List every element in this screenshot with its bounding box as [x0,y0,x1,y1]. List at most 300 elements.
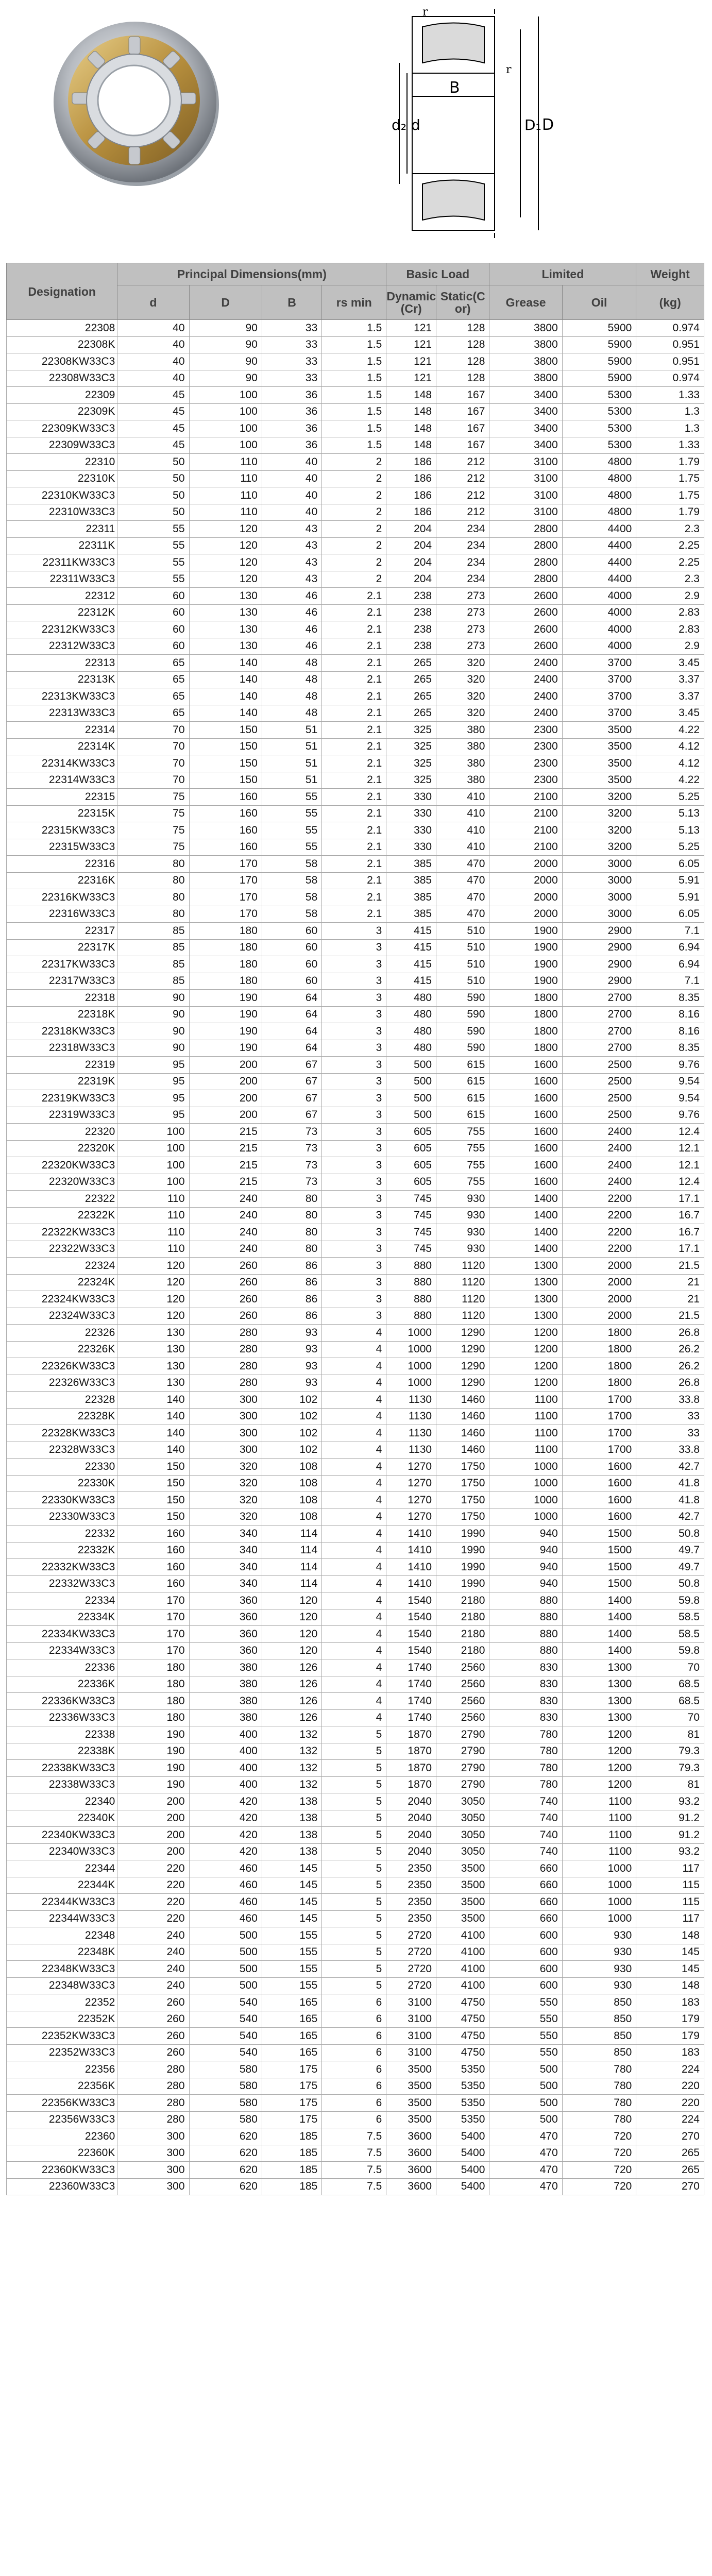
cell-designation: 22330K [7,1475,117,1492]
header-illustrations [0,0,712,258]
cell-rs-min: 5 [322,1793,386,1810]
cell-oil: 1100 [562,1810,636,1827]
table-row [7,1910,704,1927]
cell-static: 510 [436,973,489,990]
cell-grease: 1600 [489,1174,562,1191]
cell-grease: 1600 [489,1157,562,1174]
cell-weight: 4.22 [636,772,704,789]
cell-static: 1290 [436,1375,489,1392]
cell-rs-min: 1.5 [322,387,386,404]
cell-oil: 4800 [562,487,636,504]
cell-B: 46 [262,588,321,605]
cell-D: 180 [189,973,262,990]
cell-oil: 2000 [562,1308,636,1325]
cell-rs-min: 5 [322,1827,386,1844]
cell-D: 400 [189,1726,262,1743]
cell-D: 190 [189,1006,262,1023]
cell-weight: 50.8 [636,1575,704,1592]
cell-oil: 5300 [562,437,636,454]
table-row [7,336,704,353]
cell-grease: 1100 [489,1392,562,1409]
cell-designation: 22319W33C3 [7,1107,117,1124]
cell-D: 320 [189,1492,262,1509]
cell-D: 140 [189,705,262,722]
cell-B: 120 [262,1626,321,1643]
cell-grease: 780 [489,1776,562,1793]
cell-dynamic: 1130 [386,1442,436,1459]
cell-weight: 145 [636,1944,704,1961]
cell-dynamic: 1740 [386,1693,436,1710]
cell-d: 170 [117,1592,189,1609]
cell-weight: 26.2 [636,1341,704,1358]
cell-d: 300 [117,2128,189,2145]
cell-d: 100 [117,1157,189,1174]
cell-rs-min: 7.5 [322,2145,386,2162]
cell-dynamic: 480 [386,990,436,1007]
cell-grease: 1000 [489,1492,562,1509]
table-row [7,1776,704,1793]
cell-rs-min: 4 [322,1392,386,1409]
cell-D: 540 [189,2011,262,2028]
cell-B: 114 [262,1575,321,1592]
cell-rs-min: 2.1 [322,789,386,806]
cell-dynamic: 2720 [386,1977,436,1994]
cell-static: 1290 [436,1358,489,1375]
cell-dynamic: 480 [386,1006,436,1023]
cell-oil: 2700 [562,1006,636,1023]
cell-d: 55 [117,571,189,588]
cell-weight: 33 [636,1408,704,1425]
cell-weight: 49.7 [636,1542,704,1559]
table-row [7,403,704,420]
table-row [7,1927,704,1944]
cell-static: 2560 [436,1693,489,1710]
cell-oil: 4000 [562,604,636,621]
cell-d: 150 [117,1509,189,1526]
cell-d: 140 [117,1425,189,1442]
table-row [7,1944,704,1961]
cell-oil: 2500 [562,1057,636,1074]
cell-d: 200 [117,1843,189,1860]
cell-dynamic: 1410 [386,1575,436,1592]
cell-rs-min: 4 [322,1341,386,1358]
cell-dynamic: 880 [386,1274,436,1291]
cell-dynamic: 238 [386,588,436,605]
cell-D: 100 [189,437,262,454]
cell-weight: 6.94 [636,939,704,956]
cell-dynamic: 1000 [386,1375,436,1392]
cell-grease: 740 [489,1827,562,1844]
cell-designation: 22328W33C3 [7,1442,117,1459]
cell-grease: 550 [489,2011,562,2028]
cell-designation: 22332K [7,1542,117,1559]
cell-B: 60 [262,939,321,956]
cell-d: 95 [117,1107,189,1124]
cell-d: 45 [117,403,189,420]
cell-oil: 2900 [562,973,636,990]
cell-B: 55 [262,805,321,822]
cell-static: 128 [436,370,489,387]
cell-rs-min: 1.5 [322,370,386,387]
cell-d: 150 [117,1475,189,1492]
cell-d: 140 [117,1442,189,1459]
cell-designation: 22315W33C3 [7,839,117,856]
cell-B: 155 [262,1944,321,1961]
cell-dynamic: 265 [386,705,436,722]
cell-static: 234 [436,521,489,538]
cell-static: 410 [436,789,489,806]
cell-weight: 79.3 [636,1743,704,1760]
cell-rs-min: 5 [322,1877,386,1894]
cell-B: 64 [262,990,321,1007]
cell-d: 100 [117,1124,189,1141]
cell-designation: 22312 [7,588,117,605]
cell-D: 130 [189,604,262,621]
cell-dynamic: 121 [386,320,436,337]
cell-oil: 930 [562,1977,636,1994]
cell-static: 1460 [436,1442,489,1459]
table-row [7,1274,704,1291]
table-row [7,655,704,672]
cell-oil: 720 [562,2178,636,2195]
cell-weight: 2.25 [636,554,704,571]
cell-rs-min: 2.1 [322,906,386,923]
cell-rs-min: 5 [322,1894,386,1911]
cell-weight: 16.7 [636,1224,704,1241]
cell-designation: 22324W33C3 [7,1308,117,1325]
cell-B: 67 [262,1073,321,1090]
table-row [7,353,704,370]
cell-oil: 3200 [562,805,636,822]
cell-static: 2790 [436,1776,489,1793]
cell-dynamic: 1410 [386,1526,436,1543]
cell-B: 132 [262,1776,321,1793]
table-row [7,638,704,655]
cell-B: 33 [262,320,321,337]
cell-rs-min: 3 [322,1090,386,1107]
table-row [7,571,704,588]
cell-weight: 148 [636,1927,704,1944]
table-row [7,822,704,839]
cell-B: 155 [262,1961,321,1978]
drawing-label-r-top: r [422,6,428,19]
header-kg: (kg) [636,285,704,320]
cell-static: 380 [436,772,489,789]
cell-static: 212 [436,487,489,504]
cell-rs-min: 6 [322,1994,386,2011]
header-d: d [117,285,189,320]
cell-B: 46 [262,621,321,638]
cell-oil: 780 [562,2078,636,2095]
cell-D: 280 [189,1375,262,1392]
cell-grease: 1800 [489,1023,562,1040]
cell-oil: 1600 [562,1475,636,1492]
cell-weight: 2.3 [636,521,704,538]
cell-weight: 6.05 [636,856,704,873]
table-row [7,1994,704,2011]
cell-d: 190 [117,1776,189,1793]
cell-oil: 4400 [562,571,636,588]
cell-designation: 22338 [7,1726,117,1743]
cell-grease: 1400 [489,1241,562,1258]
cell-designation: 22348 [7,1927,117,1944]
cell-rs-min: 1.5 [322,336,386,353]
cell-dynamic: 3600 [386,2128,436,2145]
cell-dynamic: 238 [386,604,436,621]
drawing-label-d: d [411,116,420,133]
cell-rs-min: 5 [322,1927,386,1944]
bearing-cross-section-drawing [392,6,582,241]
cell-dynamic: 605 [386,1124,436,1141]
table-row [7,1040,704,1057]
cell-designation: 22310 [7,454,117,471]
cell-rs-min: 2.1 [322,588,386,605]
cell-grease: 600 [489,1961,562,1978]
cell-d: 170 [117,1609,189,1626]
cell-static: 1120 [436,1258,489,1275]
cell-oil: 5900 [562,370,636,387]
cell-dynamic: 1270 [386,1475,436,1492]
table-row [7,705,704,722]
cell-designation: 22340K [7,1810,117,1827]
cell-B: 33 [262,353,321,370]
cell-dynamic: 605 [386,1157,436,1174]
table-row [7,621,704,638]
cell-d: 110 [117,1224,189,1241]
cell-d: 95 [117,1073,189,1090]
cell-oil: 5900 [562,320,636,337]
cell-d: 110 [117,1191,189,1208]
cell-D: 100 [189,387,262,404]
cell-static: 410 [436,839,489,856]
table-row [7,454,704,471]
cell-static: 380 [436,738,489,755]
table-row [7,1693,704,1710]
cell-designation: 22316KW33C3 [7,889,117,906]
cell-weight: 5.91 [636,889,704,906]
table-row [7,2111,704,2128]
cell-oil: 4400 [562,521,636,538]
cell-designation: 22352W33C3 [7,2044,117,2061]
cell-grease: 2000 [489,872,562,889]
cell-dynamic: 500 [386,1107,436,1124]
cell-static: 2560 [436,1659,489,1676]
cell-d: 180 [117,1676,189,1693]
cell-dynamic: 1870 [386,1776,436,1793]
cell-D: 215 [189,1174,262,1191]
cell-rs-min: 5 [322,1843,386,1860]
cell-D: 180 [189,939,262,956]
cell-rs-min: 2.1 [322,671,386,688]
table-row [7,1358,704,1375]
cell-D: 420 [189,1827,262,1844]
cell-d: 95 [117,1090,189,1107]
cell-B: 185 [262,2178,321,2195]
cell-grease: 740 [489,1843,562,1860]
cell-grease: 3400 [489,403,562,420]
table-row [7,688,704,705]
cell-oil: 2400 [562,1140,636,1157]
cell-D: 300 [189,1408,262,1425]
cell-designation: 22310K [7,470,117,487]
table-row [7,1743,704,1760]
cell-designation: 22328KW33C3 [7,1425,117,1442]
cell-designation: 22324KW33C3 [7,1291,117,1308]
cell-grease: 550 [489,1994,562,2011]
cell-B: 93 [262,1375,321,1392]
header-grease: Grease [489,285,562,320]
cell-d: 110 [117,1241,189,1258]
cell-D: 500 [189,1961,262,1978]
cell-oil: 3700 [562,655,636,672]
cell-dynamic: 3600 [386,2162,436,2179]
cell-designation: 22326KW33C3 [7,1358,117,1375]
cell-d: 160 [117,1542,189,1559]
cell-weight: 33 [636,1425,704,1442]
table-row [7,671,704,688]
cell-static: 470 [436,889,489,906]
cell-static: 1750 [436,1459,489,1476]
cell-weight: 8.16 [636,1006,704,1023]
cell-D: 150 [189,722,262,739]
cell-designation: 22340W33C3 [7,1843,117,1860]
cell-designation: 22322KW33C3 [7,1224,117,1241]
cell-oil: 1700 [562,1392,636,1409]
cell-B: 138 [262,1827,321,1844]
cell-weight: 3.37 [636,671,704,688]
cell-static: 930 [436,1191,489,1208]
cell-weight: 117 [636,1910,704,1927]
cell-designation: 22332W33C3 [7,1575,117,1592]
cell-rs-min: 1.5 [322,437,386,454]
cell-d: 220 [117,1910,189,1927]
cell-rs-min: 2.1 [322,688,386,705]
table-row [7,370,704,387]
cell-weight: 79.3 [636,1760,704,1777]
cell-D: 380 [189,1659,262,1676]
cell-rs-min: 4 [322,1575,386,1592]
cell-dynamic: 238 [386,638,436,655]
cell-rs-min: 2.1 [322,872,386,889]
cell-static: 1460 [436,1425,489,1442]
cell-oil: 3700 [562,705,636,722]
cell-weight: 0.974 [636,370,704,387]
cell-designation: 22311KW33C3 [7,554,117,571]
cell-rs-min: 1.5 [322,403,386,420]
cell-rs-min: 4 [322,1659,386,1676]
cell-designation: 22356W33C3 [7,2111,117,2128]
cell-grease: 1200 [489,1341,562,1358]
cell-grease: 2600 [489,621,562,638]
cell-rs-min: 4 [322,1492,386,1509]
cell-dynamic: 385 [386,856,436,873]
cell-d: 90 [117,990,189,1007]
cell-grease: 830 [489,1676,562,1693]
cell-dynamic: 204 [386,571,436,588]
cell-dynamic: 500 [386,1073,436,1090]
cell-d: 170 [117,1626,189,1643]
cell-weight: 26.8 [636,1325,704,1342]
cell-oil: 2900 [562,939,636,956]
cell-B: 132 [262,1726,321,1743]
cell-grease: 1000 [489,1459,562,1476]
cell-designation: 22312KW33C3 [7,621,117,638]
cell-rs-min: 3 [322,923,386,940]
cell-B: 51 [262,738,321,755]
table-row [7,2145,704,2162]
cell-rs-min: 5 [322,1743,386,1760]
cell-D: 340 [189,1575,262,1592]
cell-dynamic: 880 [386,1308,436,1325]
cell-oil: 1500 [562,1559,636,1576]
cell-rs-min: 1.5 [322,320,386,337]
cell-oil: 1300 [562,1693,636,1710]
cell-B: 175 [262,2078,321,2095]
cell-designation: 22318 [7,990,117,1007]
cell-designation: 22348W33C3 [7,1977,117,1994]
cell-dynamic: 325 [386,755,436,772]
cell-D: 320 [189,1459,262,1476]
cell-weight: 0.951 [636,353,704,370]
cell-rs-min: 3 [322,990,386,1007]
cell-D: 320 [189,1475,262,1492]
cell-D: 500 [189,1944,262,1961]
table-row [7,722,704,739]
cell-weight: 179 [636,2028,704,2045]
cell-designation: 22308W33C3 [7,370,117,387]
cell-oil: 4400 [562,537,636,554]
cell-dynamic: 1870 [386,1726,436,1743]
cell-static: 3050 [436,1810,489,1827]
cell-oil: 1100 [562,1843,636,1860]
cell-dynamic: 1540 [386,1642,436,1659]
cell-dynamic: 186 [386,454,436,471]
cell-rs-min: 6 [322,2078,386,2095]
cell-dynamic: 1270 [386,1492,436,1509]
cell-static: 755 [436,1124,489,1141]
cell-d: 190 [117,1743,189,1760]
cell-D: 300 [189,1392,262,1409]
cell-oil: 1000 [562,1877,636,1894]
cell-oil: 780 [562,2095,636,2112]
cell-oil: 720 [562,2145,636,2162]
cell-D: 240 [189,1241,262,1258]
cell-static: 1750 [436,1492,489,1509]
cell-designation: 22319K [7,1073,117,1090]
cell-designation: 22334W33C3 [7,1642,117,1659]
table-row [7,856,704,873]
cell-oil: 1000 [562,1894,636,1911]
cell-D: 170 [189,889,262,906]
cell-weight: 5.25 [636,789,704,806]
cell-D: 160 [189,805,262,822]
table-row [7,1559,704,1576]
cell-rs-min: 5 [322,1961,386,1978]
cell-B: 185 [262,2128,321,2145]
table-row [7,1793,704,1810]
cell-designation: 22336 [7,1659,117,1676]
cell-B: 55 [262,839,321,856]
cell-weight: 41.8 [636,1475,704,1492]
cell-grease: 1800 [489,1040,562,1057]
cell-static: 212 [436,470,489,487]
table-row [7,1609,704,1626]
cell-static: 1990 [436,1526,489,1543]
cell-d: 130 [117,1358,189,1375]
cell-designation: 22330 [7,1459,117,1476]
table-row [7,1642,704,1659]
cell-grease: 1300 [489,1291,562,1308]
